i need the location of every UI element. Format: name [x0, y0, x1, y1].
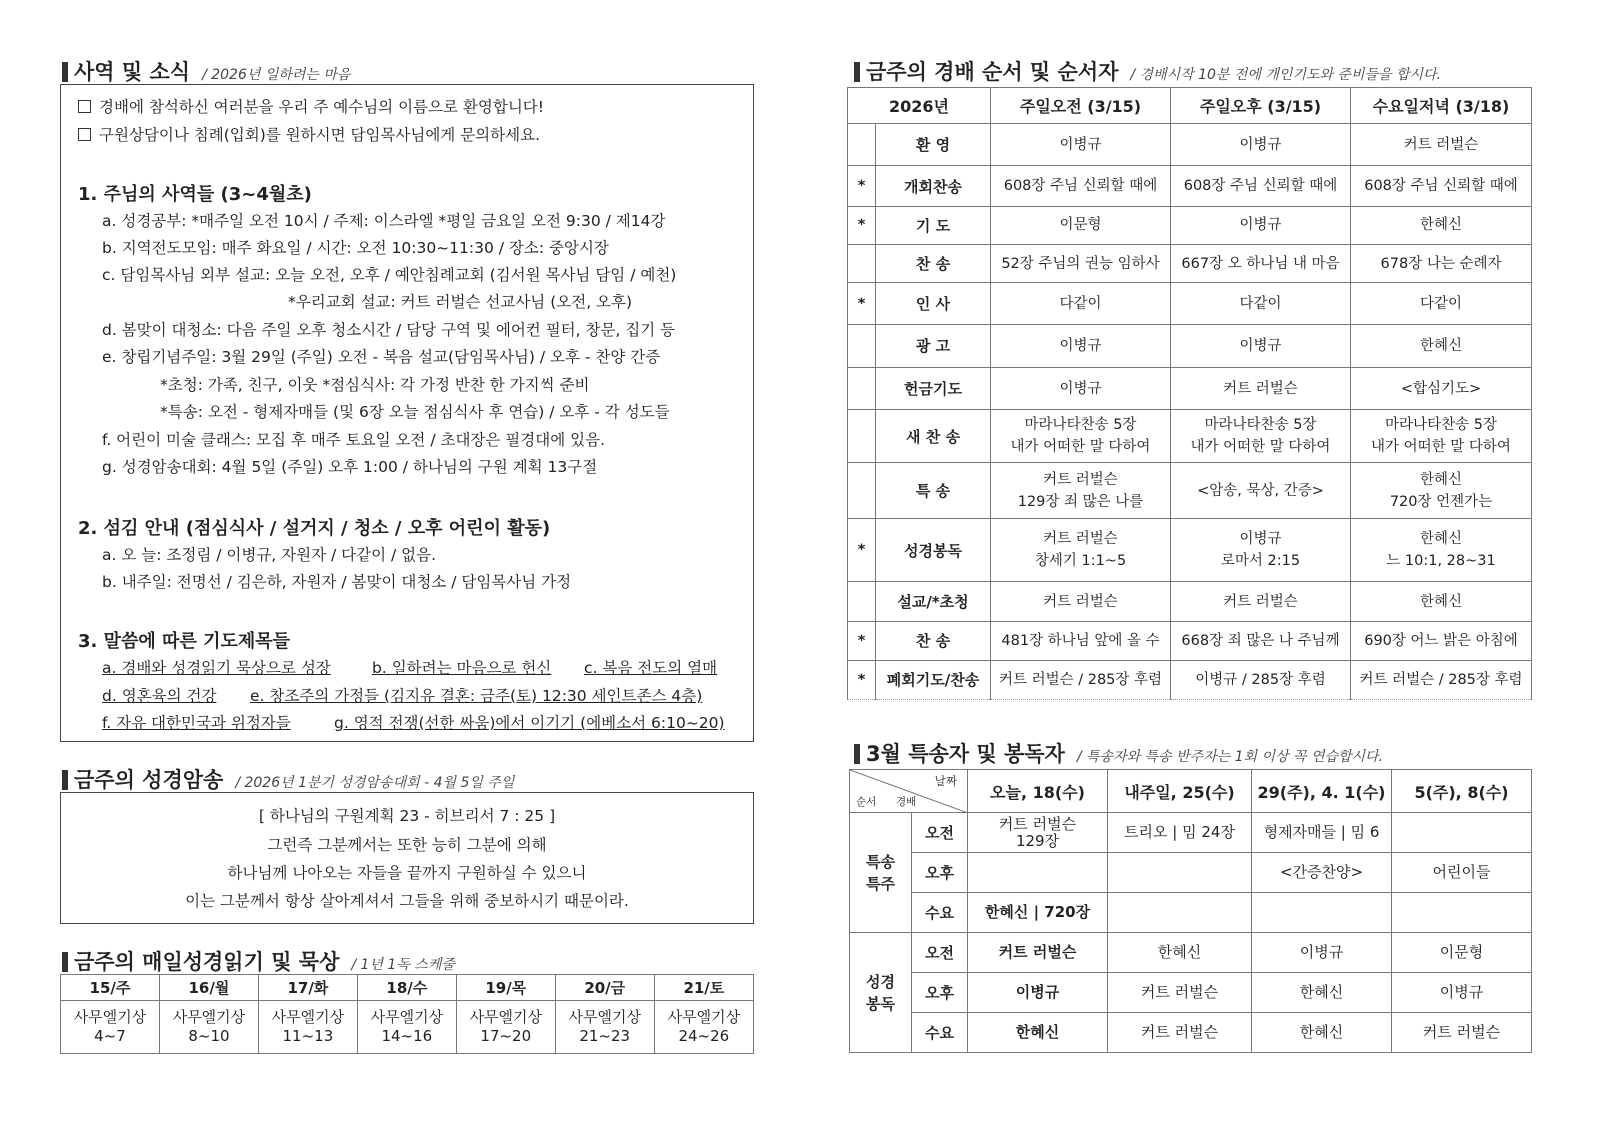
reading-day: 18/수: [357, 975, 456, 1001]
special-date-header: 29(주), 4. 1(수): [1252, 770, 1392, 813]
section-bar-icon: [854, 62, 860, 82]
special-row: [850, 893, 1532, 933]
worship-row: [848, 462, 1532, 518]
special-corner-cell: [850, 770, 968, 813]
section2-heading: 2. 섬김 안내 (점심식사 / 설거지 / 청소 / 오후 어린이 활동): [78, 518, 551, 539]
section1-line-a: a. 성경공부: *매주일 오전 10시 / 주제: 이스라엘 *평일 금요일 오전 9:30 / 제14강: [102, 212, 666, 230]
worship-cell: 667장 오 하나님 내 마음: [1171, 245, 1351, 283]
section1-line-b: b. 지역전도모임: 매주 화요일 / 시간: 오전 10:30~11:30 / 장소: 중앙시장: [102, 239, 609, 257]
section-bar-icon: [62, 62, 68, 82]
special-cell: 커트 러벌슨 129장: [968, 813, 1108, 853]
special-cell: 커트 러벌슨: [1108, 1013, 1252, 1053]
worship-cell: 한혜신 720장 언젠가는: [1351, 462, 1532, 518]
reading-cell: 사무엘기상 14~16: [357, 1001, 456, 1054]
worship-row: [848, 581, 1532, 621]
worship-item-label: 광 고: [876, 324, 991, 367]
reading-day: 19/목: [456, 975, 555, 1001]
special-slot-label: 오전: [912, 813, 968, 853]
worship-cell: 커트 러벌슨: [1351, 124, 1532, 166]
special-singers-table: [849, 769, 1532, 1053]
reading-day: 17/화: [258, 975, 357, 1001]
worship-cell: 다같이: [991, 283, 1171, 324]
section2-line-a: a. 오 늘: 조정림 / 이병규, 자원자 / 다같이 / 없음.: [102, 546, 437, 564]
worship-item-label: 찬 송: [876, 622, 991, 660]
worship-header-wednesday: 수요일저녁 (3/18): [1351, 88, 1532, 124]
required-star-mark: [848, 410, 876, 462]
worship-cell: 마라나타찬송 5장 내가 어떠한 말 다하여: [991, 410, 1171, 462]
section1-line-c2: *우리교회 설교: 커트 러벌슨 선교사님 (오전, 오후): [288, 293, 633, 311]
special-date-header: 내주일, 25(수): [1108, 770, 1252, 813]
section1-line-e2: *초청: 가족, 친구, 이웃 *점심식사: 각 가정 반찬 한 가지씩 준비: [160, 376, 590, 394]
worship-cell: 이병규: [991, 124, 1171, 166]
reading-section-title: 금주의 매일성경읽기 및 묵상 / 1년 1독 스케줄: [62, 946, 455, 976]
corner-order-label: 순서: [856, 796, 877, 808]
worship-row: [848, 410, 1532, 462]
worship-cell: 이병규: [1171, 206, 1351, 244]
checkbox-icon: [78, 128, 91, 141]
corner-worship-label: 경배: [896, 796, 917, 808]
section1-line-c: c. 담임목사님 외부 설교: 오늘 오전, 오후 / 예안침례교회 (김서원 목사님 담임 / 예천): [102, 266, 677, 284]
special-cell: [1252, 893, 1392, 933]
section2-line-b: b. 내주일: 전명선 / 김은하, 자원자 / 봄맞이 대청소 / 담임목사님 가정: [102, 573, 572, 591]
worship-cell: 이병규: [991, 368, 1171, 410]
worship-cell: 커트 러벌슨 129장 죄 많은 나를: [991, 462, 1171, 518]
memory-verse-line-3: 이는 그분께서 항상 살아계셔서 그들을 위해 중보하시기 때문이라.: [185, 892, 629, 910]
worship-row: [848, 245, 1532, 283]
worship-cell: 481장 하나님 앞에 올 수: [991, 622, 1171, 660]
worship-cell: 이병규: [991, 324, 1171, 367]
special-cell: 한혜신: [1252, 1013, 1392, 1053]
worship-order-table: [847, 87, 1532, 700]
special-row: [850, 933, 1532, 973]
worship-cell: 한혜신: [1351, 324, 1532, 367]
worship-item-label: 기 도: [876, 206, 991, 244]
worship-header-sunday-am: 주일오전 (3/15): [991, 88, 1171, 124]
welcome-line-2: 구원상담이나 침례(입회)를 원하시면 담임목사님에게 문의하세요.: [78, 123, 540, 145]
special-slot-label: 수요: [912, 1013, 968, 1053]
worship-cell: 690장 어느 밝은 아침에: [1351, 622, 1532, 660]
required-star-mark: *: [848, 206, 876, 244]
required-star-mark: *: [848, 519, 876, 582]
worship-cell: 678장 나는 순례자: [1351, 245, 1532, 283]
worship-cell: 마라나타찬송 5장 내가 어떠한 말 다하여: [1171, 410, 1351, 462]
special-date-header: 5(주), 8(수): [1392, 770, 1532, 813]
section-bar-icon: [854, 744, 860, 764]
section1-line-d: d. 봄맞이 대청소: 다음 주일 오후 청소시간 / 담당 구역 및 에어컨 필터, 창문, 집기 등: [102, 321, 676, 339]
special-cell: 한혜신 | 720장: [968, 893, 1108, 933]
worship-row: [848, 519, 1532, 582]
worship-cell: 608장 주님 신뢰할 때에: [1351, 166, 1532, 206]
special-cell: 한혜신: [968, 1013, 1108, 1053]
worship-cell: 마라나타찬송 5장 내가 어떠한 말 다하여: [1351, 410, 1532, 462]
prayer-f: f. 자유 대한민국과 위정자들: [102, 714, 291, 732]
corner-date-label: 날짜: [934, 774, 957, 788]
required-star-mark: [848, 124, 876, 166]
special-cell: 커트 러벌슨: [1392, 1013, 1532, 1053]
section-bar-icon: [62, 770, 68, 790]
section1-line-f: f. 어린이 미술 클래스: 모집 후 매주 토요일 오전 / 초대장은 필경대에 있음.: [102, 431, 605, 449]
worship-item-label: 환 영: [876, 124, 991, 166]
worship-row: [848, 166, 1532, 206]
special-cell: [1108, 853, 1252, 893]
worship-cell: 커트 러벌슨 / 285장 후렴: [1351, 660, 1532, 699]
worship-cell: 다같이: [1171, 283, 1351, 324]
special-cell: 커트 러벌슨: [968, 933, 1108, 973]
required-star-mark: [848, 245, 876, 283]
section1-line-e3: *특송: 오전 - 형제자매들 (및 6장 오늘 점심식사 후 연습) / 오후 - 각 성도들: [160, 403, 670, 421]
special-cell: 어린이들: [1392, 853, 1532, 893]
reading-cell: 사무엘기상 4~7: [61, 1001, 160, 1054]
memory-reference: [ 하나님의 구원계획 23 - 히브리서 7 : 25 ]: [258, 807, 556, 825]
required-star-mark: [848, 462, 876, 518]
special-row: [850, 973, 1532, 1013]
prayer-e: e. 창조주의 가정들 (김지유 결혼: 금주(토) 12:30 세인트존스 4층): [250, 687, 703, 705]
worship-cell: 이문형: [991, 206, 1171, 244]
special-cell: [1392, 893, 1532, 933]
worship-cell: 608장 주님 신뢰할 때에: [991, 166, 1171, 206]
worship-section-title: 금주의 경배 순서 및 순서자 / 경배시작 10분 전에 개인기도와 준비들을 합시다.: [854, 56, 1441, 86]
worship-cell: 커트 러벌슨: [1171, 581, 1351, 621]
special-cell: 이병규: [1252, 933, 1392, 973]
worship-row: [848, 124, 1532, 166]
special-group-label: 성경 봉독: [850, 933, 912, 1053]
worship-cell: 이병규 / 285장 후렴: [1171, 660, 1351, 699]
prayer-a: a. 경배와 성경읽기 묵상으로 성장: [102, 659, 331, 677]
special-cell: 이문형: [1392, 933, 1532, 973]
special-slot-label: 오후: [912, 973, 968, 1013]
special-cell: [968, 853, 1108, 893]
prayer-d: d. 영혼육의 건강: [102, 687, 217, 705]
special-cell: 커트 러벌슨: [1108, 973, 1252, 1013]
required-star-mark: *: [848, 660, 876, 699]
special-row: [850, 1013, 1532, 1053]
special-slot-label: 오전: [912, 933, 968, 973]
worship-row: [848, 206, 1532, 244]
prayer-c: c. 복음 전도의 열매: [584, 659, 718, 677]
section3-heading: 3. 말씀에 따른 기도제목들: [78, 631, 291, 652]
special-slot-label: 수요: [912, 893, 968, 933]
worship-cell: 이병규: [1171, 324, 1351, 367]
special-cell: <간증찬양>: [1252, 853, 1392, 893]
required-star-mark: *: [848, 283, 876, 324]
special-cell: [1392, 813, 1532, 853]
worship-cell: 커트 러벌슨: [1171, 368, 1351, 410]
worship-cell: <합심기도>: [1351, 368, 1532, 410]
worship-cell: 이병규 로마서 2:15: [1171, 519, 1351, 582]
special-date-header: 오늘, 18(수): [968, 770, 1108, 813]
worship-item-label: 새 찬 송: [876, 410, 991, 462]
reading-cell: 사무엘기상 17~20: [456, 1001, 555, 1054]
worship-row: [848, 622, 1532, 660]
welcome-line-1: 경배에 참석하신 여러분을 우리 주 예수님의 이름으로 환영합니다!: [78, 95, 544, 117]
prayer-b: b. 일하려는 마음으로 헌신: [372, 659, 552, 677]
memory-verse-line-2: 하나님께 나아오는 자들을 끝까지 구원하실 수 있으니: [227, 864, 587, 882]
worship-cell: 한혜신: [1351, 206, 1532, 244]
reading-day: 21/토: [654, 975, 753, 1001]
worship-cell: 커트 러벌슨: [991, 581, 1171, 621]
worship-cell: 한혜신: [1351, 581, 1532, 621]
required-star-mark: [848, 324, 876, 367]
reading-cell: 사무엘기상 11~13: [258, 1001, 357, 1054]
reading-table: [60, 974, 754, 1054]
worship-item-label: 헌금기도: [876, 368, 991, 410]
worship-cell: 52장 주님의 권능 임하사: [991, 245, 1171, 283]
reading-cell: 사무엘기상 8~10: [159, 1001, 258, 1054]
worship-item-label: 개회찬송: [876, 166, 991, 206]
special-cell: 트리오 | 밈 24장: [1108, 813, 1252, 853]
special-cell: 형제자매들 | 밈 6: [1252, 813, 1392, 853]
worship-cell: 668장 죄 많은 나 주님께: [1171, 622, 1351, 660]
worship-item-label: 찬 송: [876, 245, 991, 283]
worship-cell: 커트 러벌슨 / 285장 후렴: [991, 660, 1171, 699]
required-star-mark: [848, 581, 876, 621]
worship-header-sunday-pm: 주일오후 (3/15): [1171, 88, 1351, 124]
worship-row: [848, 283, 1532, 324]
reading-day: 20/금: [555, 975, 654, 1001]
special-row: [850, 813, 1532, 853]
worship-cell: 608장 주님 신뢰할 때에: [1171, 166, 1351, 206]
worship-row: [848, 368, 1532, 410]
special-cell: 한혜신: [1108, 933, 1252, 973]
worship-cell: 이병규: [1171, 124, 1351, 166]
special-section-title: 3월 특송자 및 봉독자 / 특송자와 특송 반주자는 1회 이상 꼭 연습합시다.: [854, 738, 1383, 768]
worship-cell: <암송, 묵상, 간증>: [1171, 462, 1351, 518]
section1-line-g: g. 성경암송대회: 4월 5일 (주일) 오후 1:00 / 하나님의 구원 계획 13구절: [102, 458, 598, 476]
worship-cell: 커트 러벌슨 창세기 1:1~5: [991, 519, 1171, 582]
worship-item-label: 설교/*초청: [876, 581, 991, 621]
special-cell: 이병규: [968, 973, 1108, 1013]
worship-row: [848, 324, 1532, 367]
required-star-mark: *: [848, 166, 876, 206]
worship-header-year: 2026년: [848, 88, 991, 124]
special-row: [850, 853, 1532, 893]
special-group-label: 특송 특주: [850, 813, 912, 933]
special-cell: [1108, 893, 1252, 933]
required-star-mark: *: [848, 622, 876, 660]
required-star-mark: [848, 368, 876, 410]
worship-cell: 한혜신 느 10:1, 28~31: [1351, 519, 1532, 582]
news-section-title: 사역 및 소식 / 2026년 일하려는 마음: [62, 56, 350, 86]
reading-cell: 사무엘기상 24~26: [654, 1001, 753, 1054]
worship-item-label: 폐회기도/찬송: [876, 660, 991, 699]
section1-line-e: e. 창립기념주일: 3월 29일 (주일) 오전 - 복음 설교(담임목사님) / 오후 - 찬양 간증: [102, 348, 661, 366]
worship-cell: 다같이: [1351, 283, 1532, 324]
reading-day: 16/월: [159, 975, 258, 1001]
prayer-g: g. 영적 전쟁(선한 싸움)에서 이기기 (에베소서 6:10~20): [334, 714, 725, 732]
memory-verse-line-1: 그런즉 그분께서는 또한 능히 그분에 의해: [267, 836, 547, 854]
reading-day: 15/주: [61, 975, 160, 1001]
worship-item-label: 특 송: [876, 462, 991, 518]
special-slot-label: 오후: [912, 853, 968, 893]
section1-heading: 1. 주님의 사역들 (3~4월초): [78, 184, 312, 205]
worship-item-label: 인 사: [876, 283, 991, 324]
memory-section-title: 금주의 성경암송 / 2026년 1분기 성경암송대회 - 4월 5일 주일: [62, 764, 514, 794]
worship-item-label: 성경봉독: [876, 519, 991, 582]
worship-row: [848, 660, 1532, 699]
special-cell: 한혜신: [1252, 973, 1392, 1013]
reading-cell: 사무엘기상 21~23: [555, 1001, 654, 1054]
section-bar-icon: [62, 952, 68, 972]
special-cell: 이병규: [1392, 973, 1532, 1013]
checkbox-icon: [78, 100, 91, 113]
